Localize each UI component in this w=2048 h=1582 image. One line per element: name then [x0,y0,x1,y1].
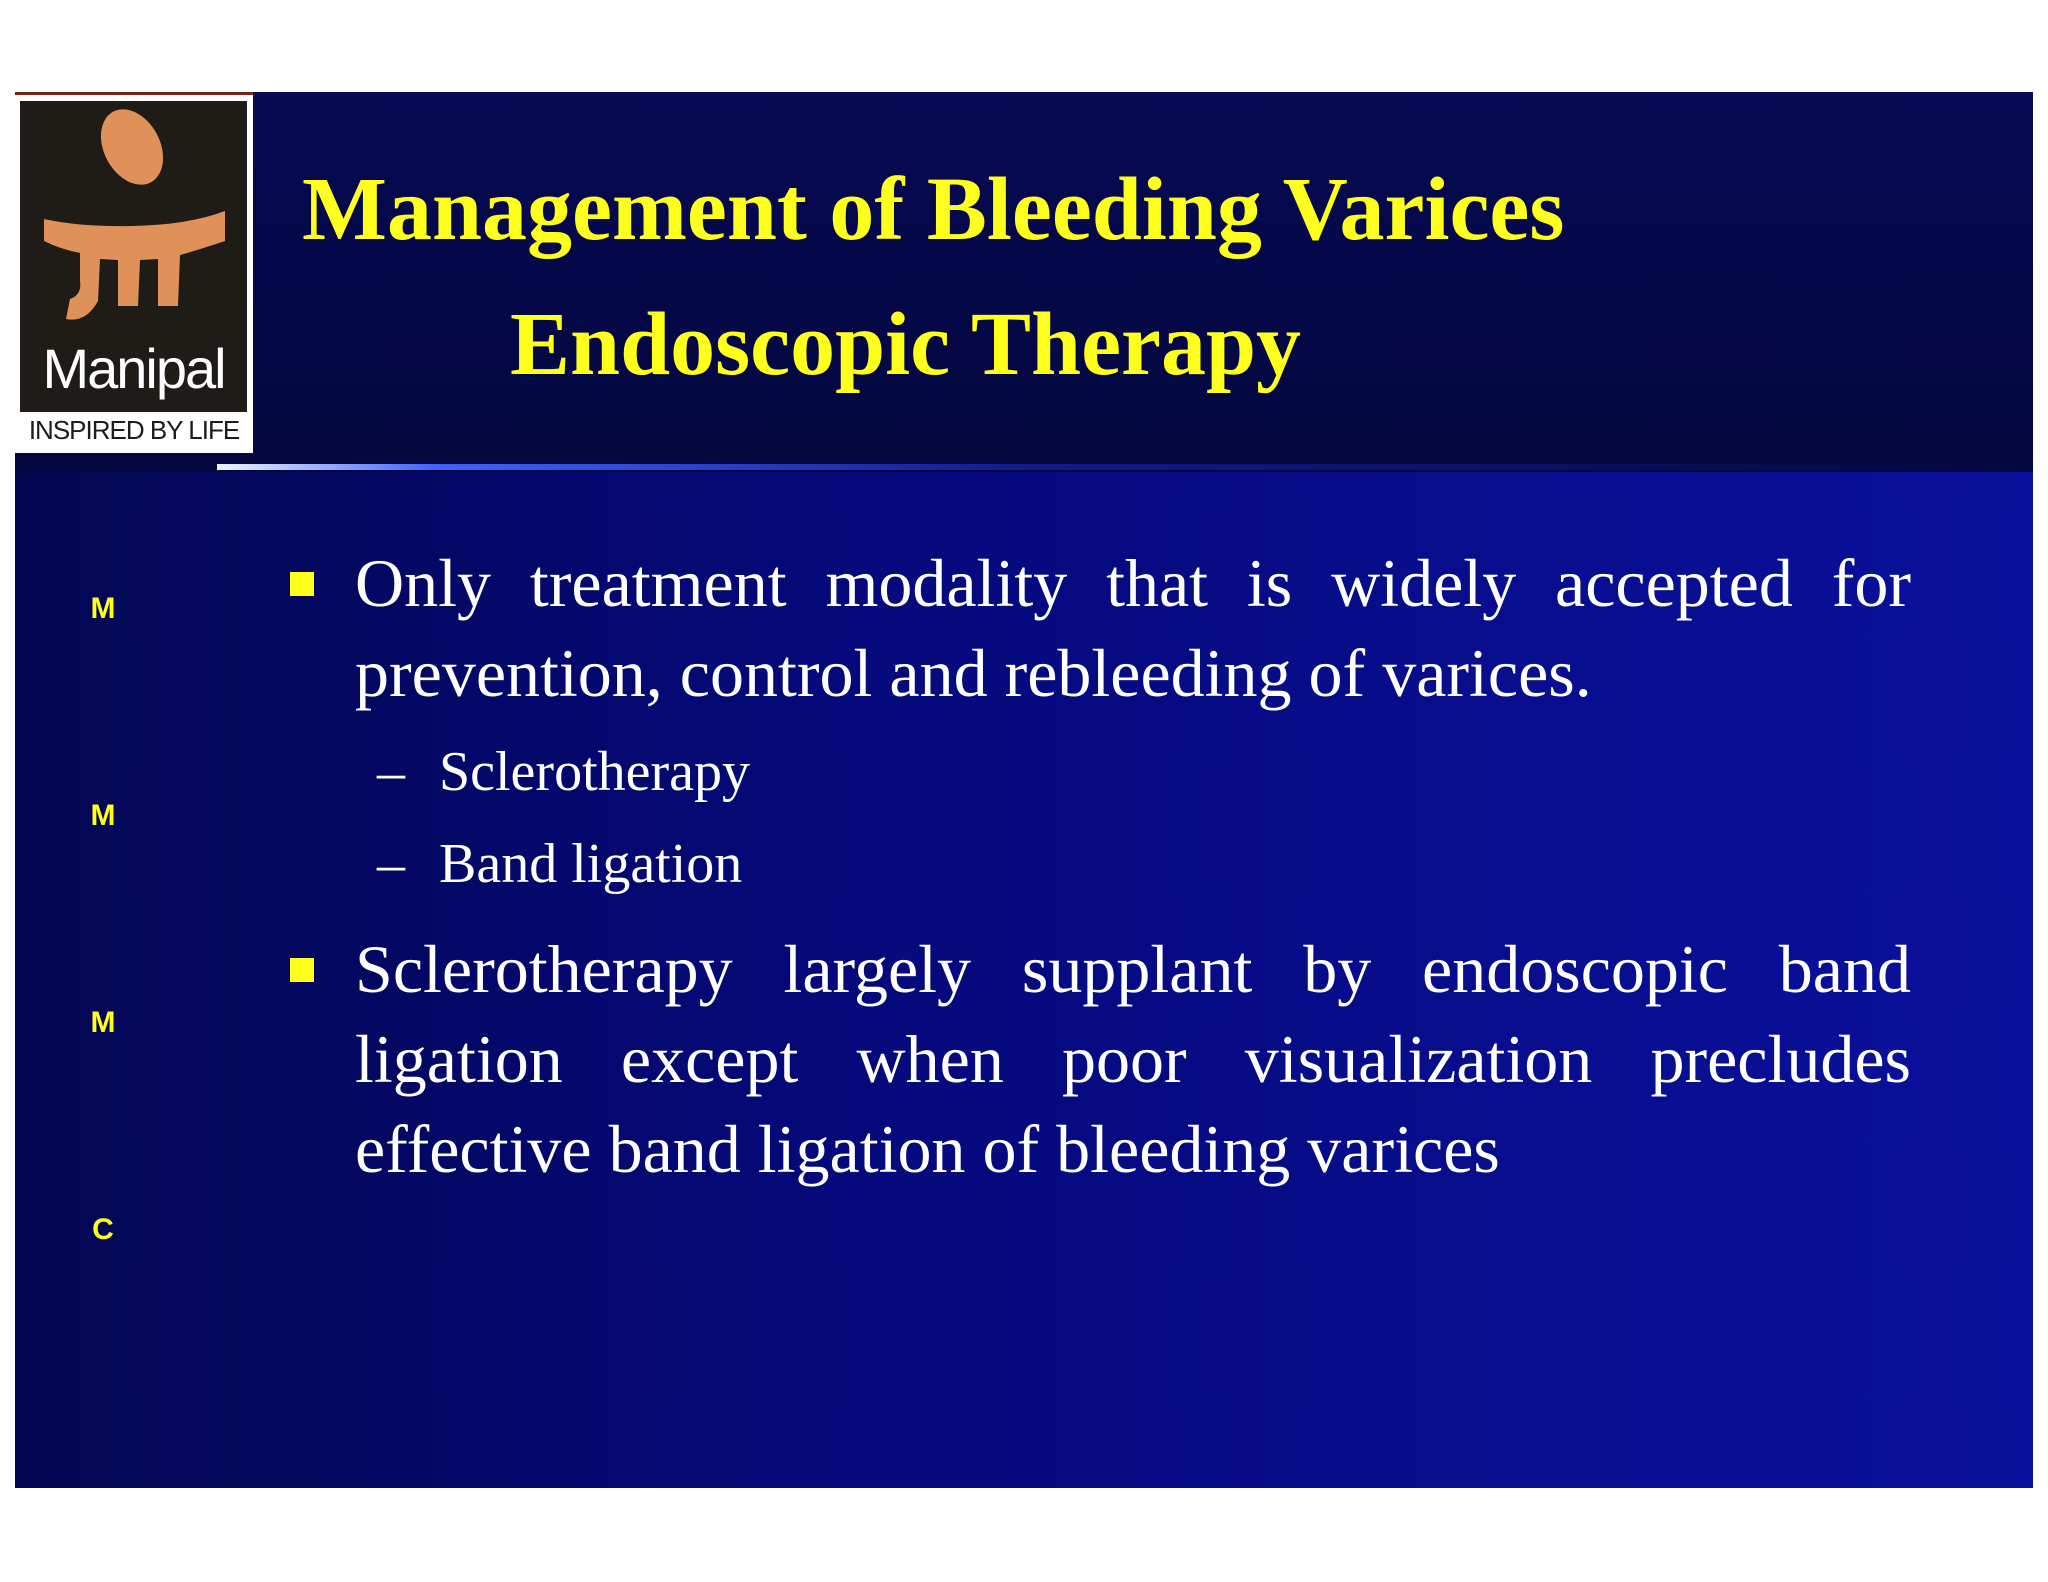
logo-panel [20,101,247,412]
manipal-logo [15,92,253,453]
bullet-item: Only treatment modality that is widely accepted for prevention, control and rebleeding of varices. [355,545,1911,711]
bullet-marker [290,958,314,982]
logo-wordmark: Manipal [42,337,225,400]
sub-item-dash: – [377,833,405,895]
sub-item-label: Band ligation [439,833,743,895]
sub-item-dash: – [377,741,405,803]
side-letter: M [90,799,116,832]
side-letter: M [90,592,116,625]
bullet-item: Sclerotherapy largely supplant by endoscopic band ligation except when poor visualization precludes effective band ligation of bleeding varices [355,931,1911,1187]
slide-subtitle: Endoscopic Therapy [510,295,1302,394]
sub-item [377,829,742,899]
slide-title: Management of Bleeding Varices [302,160,1565,259]
manipal-figure-icon [20,101,247,341]
slide [15,92,2033,1488]
bullet-marker [290,572,314,596]
logo-tagline: INSPIRED BY LIFE [28,415,240,445]
sub-item [377,737,750,807]
header-band [15,92,2033,472]
side-letter: C [92,1213,114,1246]
sub-item-label: Sclerotherapy [439,741,750,803]
header-divider [217,464,2033,470]
side-letter: M [90,1006,116,1039]
